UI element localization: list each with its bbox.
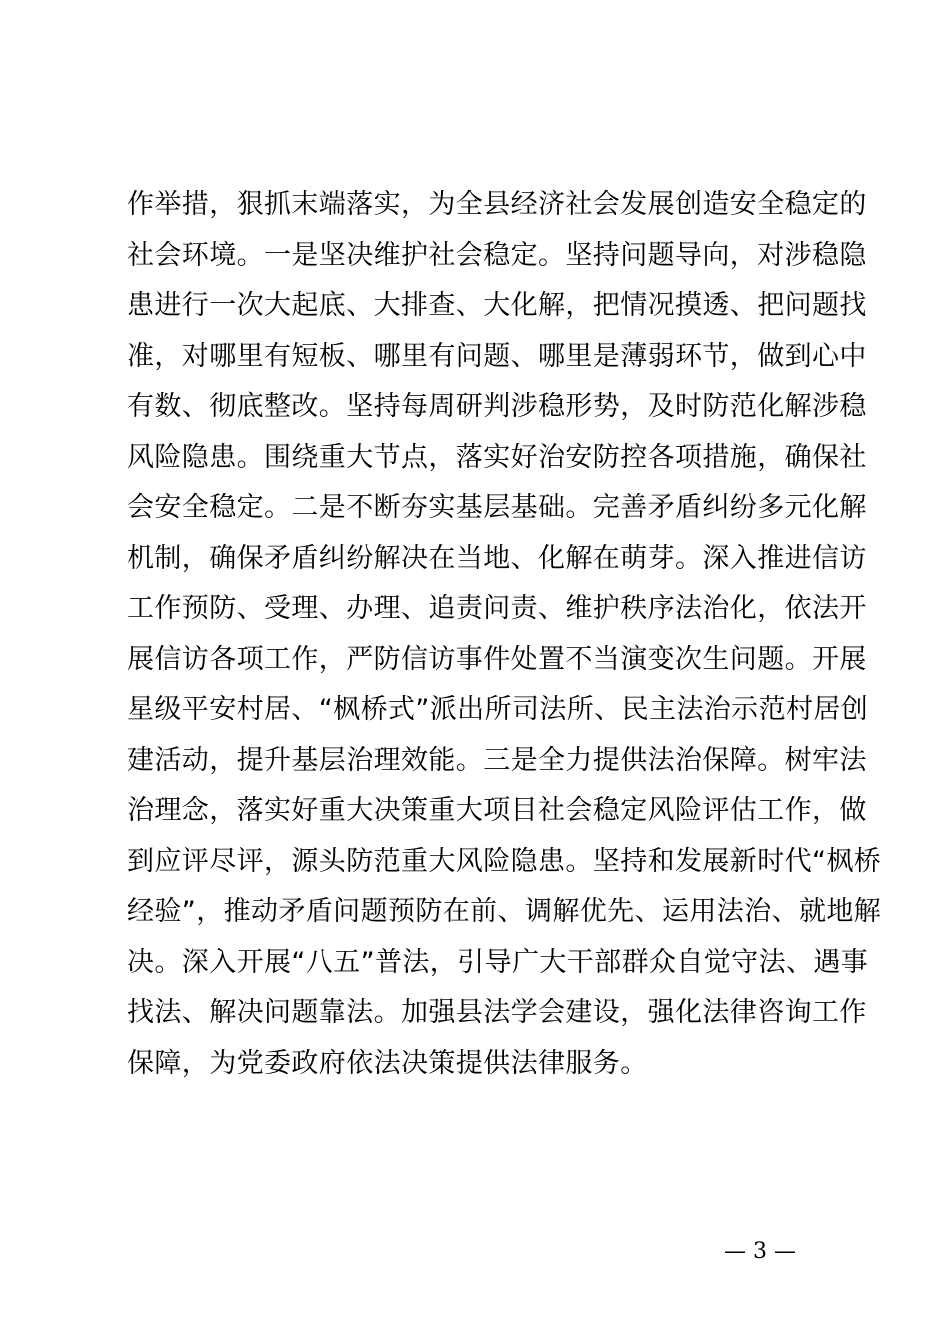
body-paragraph	[127, 180, 882, 1089]
paragraph-line: 作举措，狠抓末端落实，为全县经济社会发展创造安全稳定的	[127, 189, 867, 220]
paragraph-line: 风险隐患。围绕重大节点，落实好治安防控各项措施，确保社	[127, 441, 867, 473]
paragraph-line: 保障，为党委政府依法决策提供法律服务。	[127, 1047, 648, 1079]
page-number: — 3 —	[724, 1239, 796, 1264]
paragraph-line: 有数、彻底整改。坚持每周研判涉稳形势，及时防范化解涉稳	[127, 391, 867, 422]
paragraph-line: 患进行一次大起底、大排查、大化解，把情况摸透、把问题找	[127, 290, 867, 321]
paragraph-line: 治理念，落实好重大决策重大项目社会稳定风险评估工作，做	[127, 795, 867, 826]
paragraph-line: 展信访各项工作，严防信访事件处置不当演变次生问题。开展	[127, 643, 867, 675]
paragraph-line: 决。深入开展“八五”普法，引导广大干部群众自觉守法、遇事	[127, 946, 869, 978]
paragraph-line: 建活动，提升基层治理效能。三是全力提供法治保障。树牢法	[127, 744, 867, 776]
paragraph-line: 到应评尽评，源头防范重大风险隐患。坚持和发展新时代“枫桥	[127, 845, 882, 877]
paragraph-line: 找法、解决问题靠法。加强县法学会建设，强化法律咨询工作	[127, 997, 867, 1028]
paragraph-line: 经验”，推动矛盾问题预防在前、调解优先、运用法治、就地解	[127, 896, 882, 927]
paragraph-line: 工作预防、受理、办理、追责问责、维护秩序法治化，依法开	[127, 593, 867, 624]
paragraph-line: 星级平安村居、“枫桥式”派出所司法所、民主法治示范村居创	[127, 694, 869, 725]
paragraph-line: 机制，确保矛盾纠纷解决在当地、化解在萌芽。深入推进信访	[127, 542, 867, 574]
paragraph-line: 会安全稳定。二是不断夯实基层基础。完善矛盾纠纷多元化解	[127, 492, 867, 523]
paragraph-line: 社会环境。一是坚决维护社会稳定。坚持问题导向，对涉稳隐	[127, 239, 867, 271]
paragraph-line: 准，对哪里有短板、哪里有问题、哪里是薄弱环节，做到心中	[127, 340, 867, 372]
